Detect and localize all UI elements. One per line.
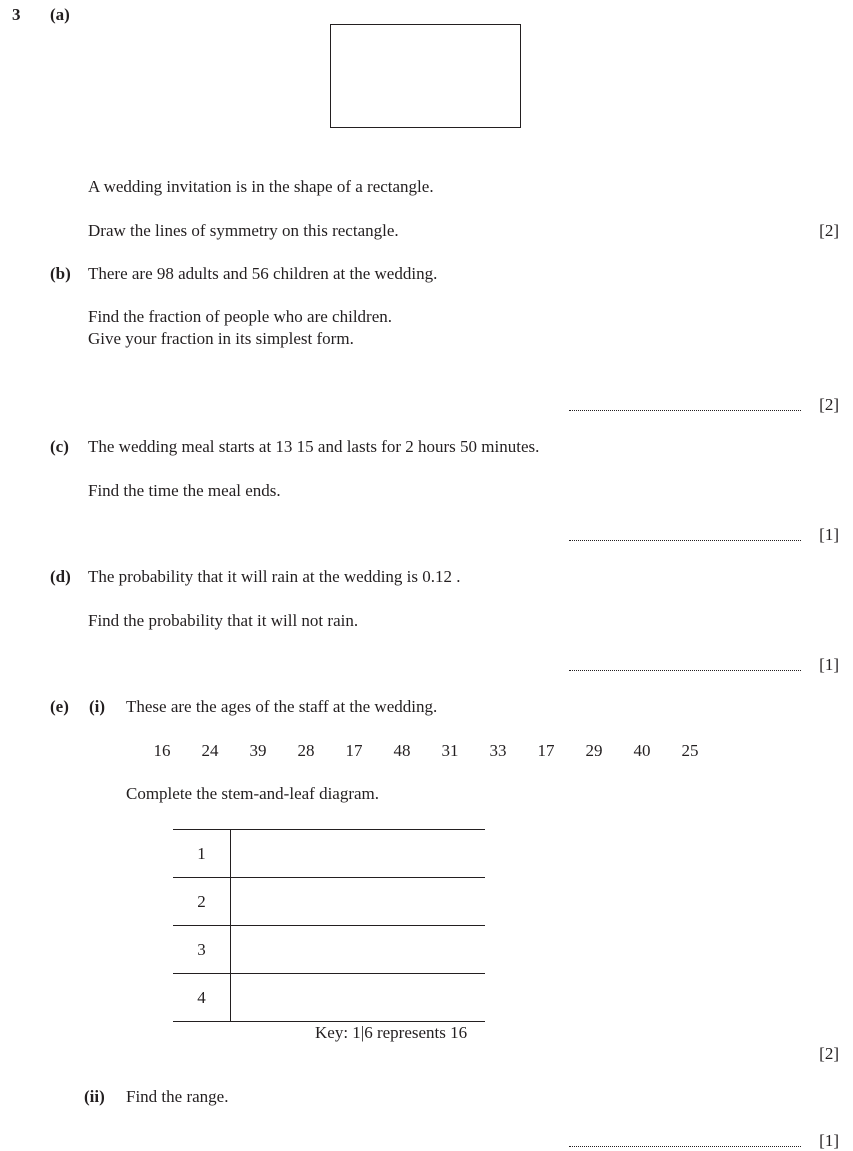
leaf-entry[interactable] bbox=[231, 878, 485, 925]
stem-row bbox=[173, 925, 485, 973]
part-e-ii-marks: [1] bbox=[819, 1131, 839, 1150]
part-d-answer-line[interactable] bbox=[569, 670, 801, 671]
part-c-statement: The wedding meal starts at 13 15 and lasts for 2 hours 50 minutes. bbox=[88, 437, 540, 456]
age-value: 17 bbox=[537, 741, 555, 760]
age-value: 29 bbox=[585, 741, 603, 760]
stem-value: 3 bbox=[173, 926, 231, 973]
invitation-rectangle[interactable] bbox=[330, 24, 521, 128]
part-b-statement: There are 98 adults and 56 children at the wedding. bbox=[88, 264, 438, 283]
stem-value: 4 bbox=[173, 974, 231, 1021]
part-a-statement: A wedding invitation is in the shape of a rectangle. bbox=[88, 177, 434, 196]
part-d-label: (d) bbox=[50, 567, 71, 586]
part-e-ii-instruction: Find the range. bbox=[126, 1087, 229, 1106]
part-d-instruction: Find the probability that it will not rain. bbox=[88, 611, 359, 630]
leaf-entry[interactable] bbox=[231, 830, 485, 877]
leaf-entry[interactable] bbox=[231, 974, 485, 1021]
part-d-statement: The probability that it will rain at the wedding is 0.12 . bbox=[88, 567, 461, 586]
age-value: 48 bbox=[393, 741, 411, 760]
age-value: 31 bbox=[441, 741, 459, 760]
part-b-answer-line[interactable] bbox=[569, 410, 801, 411]
age-value: 24 bbox=[201, 741, 219, 760]
part-e-ii-label: (ii) bbox=[84, 1087, 105, 1106]
stem-value: 2 bbox=[173, 878, 231, 925]
part-e-i-statement: These are the ages of the staff at the wedding. bbox=[126, 697, 438, 716]
age-value: 33 bbox=[489, 741, 507, 760]
part-d-marks: [1] bbox=[819, 655, 839, 674]
part-a-label: (a) bbox=[50, 5, 70, 24]
part-b-instruction-1: Find the fraction of people who are children. bbox=[88, 307, 393, 326]
part-c-label: (c) bbox=[50, 437, 69, 456]
age-value: 40 bbox=[633, 741, 651, 760]
part-c-instruction: Find the time the meal ends. bbox=[88, 481, 281, 500]
part-b-marks: [2] bbox=[819, 395, 839, 414]
stem-row bbox=[173, 973, 485, 1022]
part-a-marks: [2] bbox=[819, 221, 839, 240]
part-e-i-label: (i) bbox=[89, 697, 106, 716]
stem-and-leaf-diagram bbox=[173, 829, 485, 1022]
age-value: 28 bbox=[297, 741, 315, 760]
part-e-i-marks: [2] bbox=[819, 1044, 839, 1063]
part-b-label: (b) bbox=[50, 264, 71, 283]
part-b-instruction-2: Give your fraction in its simplest form. bbox=[88, 329, 354, 348]
age-value: 39 bbox=[249, 741, 267, 760]
question-number: 3 bbox=[12, 5, 21, 24]
stem-value: 1 bbox=[173, 830, 231, 877]
age-value: 17 bbox=[345, 741, 363, 760]
part-e-label: (e) bbox=[50, 697, 69, 716]
age-value: 16 bbox=[153, 741, 171, 760]
stem-row bbox=[173, 829, 485, 877]
part-c-marks: [1] bbox=[819, 525, 839, 544]
stem-leaf-key: Key: 1|6 represents 16 bbox=[315, 1023, 468, 1042]
leaf-entry[interactable] bbox=[231, 926, 485, 973]
part-e-i-instruction: Complete the stem-and-leaf diagram. bbox=[126, 784, 380, 803]
age-value: 25 bbox=[681, 741, 699, 760]
part-e-ii-answer-line[interactable] bbox=[569, 1146, 801, 1147]
stem-row bbox=[173, 877, 485, 925]
part-a-instruction: Draw the lines of symmetry on this rectangle. bbox=[88, 221, 399, 240]
part-c-answer-line[interactable] bbox=[569, 540, 801, 541]
